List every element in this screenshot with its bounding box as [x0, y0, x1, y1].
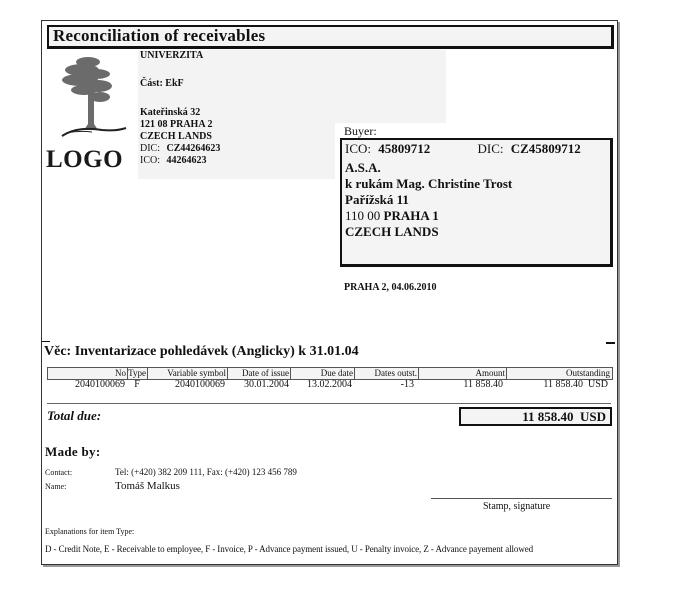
buyer-dic-value: CZ45809712 [510, 141, 581, 156]
explanations-title: Explanations for item Type: [45, 527, 135, 536]
buyer-city-row [345, 208, 439, 224]
buyer-name: A.S.A. [345, 160, 381, 175]
buyer-city: PRAHA 1 [383, 208, 439, 223]
seller-dic-label: DIC: [140, 143, 160, 154]
column-header-dates-outst: Dates outst. [355, 368, 419, 379]
column-header-date-of-issue: Date of issue [228, 368, 291, 379]
title-box [47, 25, 614, 49]
seller-ico-row [140, 155, 207, 166]
buyer-address-box [340, 138, 613, 267]
buyer-ids-row [345, 141, 581, 157]
cell-amount: 11 858.40 [463, 379, 503, 390]
total-due-box [459, 407, 612, 426]
column-header-outstanding: Outstanding [566, 368, 610, 378]
fold-mark-right [606, 342, 615, 344]
tree-icon [58, 52, 128, 142]
cell-dates-outst: -13 [400, 379, 414, 390]
name-value: Tomáš Malkus [115, 480, 180, 492]
column-header-no: No [48, 368, 128, 379]
signature-line [431, 498, 612, 499]
cell-due-date: 13.02.2004 [307, 379, 352, 390]
cell-date-of-issue: 30.01.2004 [244, 379, 289, 390]
cell-variable-symbol: 2040100069 [175, 379, 225, 390]
column-header-due-date: Due date [291, 368, 355, 379]
cell-no: 2040100069 [75, 379, 125, 390]
made-by-heading: Made by: [45, 444, 101, 459]
buyer-ico-label: ICO: [345, 141, 371, 156]
name-label: Name: [45, 482, 67, 491]
total-due-label: Total due: [47, 408, 102, 423]
subject-line: Věc: Inventarizace pohledávek (Anglicky) k 31.01.04 [44, 344, 359, 359]
seller-dic-value: CZ44264623 [166, 143, 221, 154]
cell-type: F [134, 379, 140, 390]
contacts-label: Contact: [45, 468, 73, 477]
seller-country: CZECH LANDS [140, 131, 212, 142]
buyer-label: Buyer: [344, 124, 377, 138]
contacts-value: Tel: (+420) 382 209 111, Fax: (+420) 123 456 789 [115, 467, 297, 477]
seller-ico-value: 44264623 [166, 155, 207, 166]
place-date: PRAHA 2, 04.06.2010 [344, 282, 437, 293]
signature-label: Stamp, signature [483, 501, 551, 512]
column-header-type: Type [128, 368, 146, 378]
buyer-zip: 110 00 [345, 208, 381, 223]
seller-ico-label: ICO: [140, 155, 160, 166]
buyer-dic-label: DIC: [477, 141, 504, 156]
fold-mark-left [42, 341, 50, 342]
table-divider [47, 403, 611, 404]
buyer-attention: k rukám Mag. Christine Trost [345, 176, 513, 191]
buyer-ico-value: 45809712 [378, 141, 431, 156]
seller-city: 121 08 PRAHA 2 [140, 119, 213, 130]
seller-dic-row [140, 143, 220, 154]
seller-part: Část: EkF [140, 78, 184, 89]
column-header-variable-symbol: Variable symbol [148, 368, 228, 379]
seller-name: UNIVERZITA [140, 50, 204, 61]
document-title: Reconciliation of receivables [53, 26, 266, 45]
cell-outstanding: 11 858.40 USD [543, 379, 608, 390]
buyer-street: Pařížská 11 [345, 192, 409, 207]
buyer-country: CZECH LANDS [345, 224, 439, 239]
total-due-value: 11 858.40 USD [522, 409, 606, 424]
explanations-text: D - Credit Note, E - Receivable to employee, F - Invoice, P - Advance payment issued, U - Penalty invoice, Z - Advance payement allowed [45, 544, 534, 554]
logo-text: LOGO [46, 146, 124, 173]
column-header-amount: Amount [419, 368, 507, 379]
seller-street: Kateřinská 32 [140, 107, 201, 118]
